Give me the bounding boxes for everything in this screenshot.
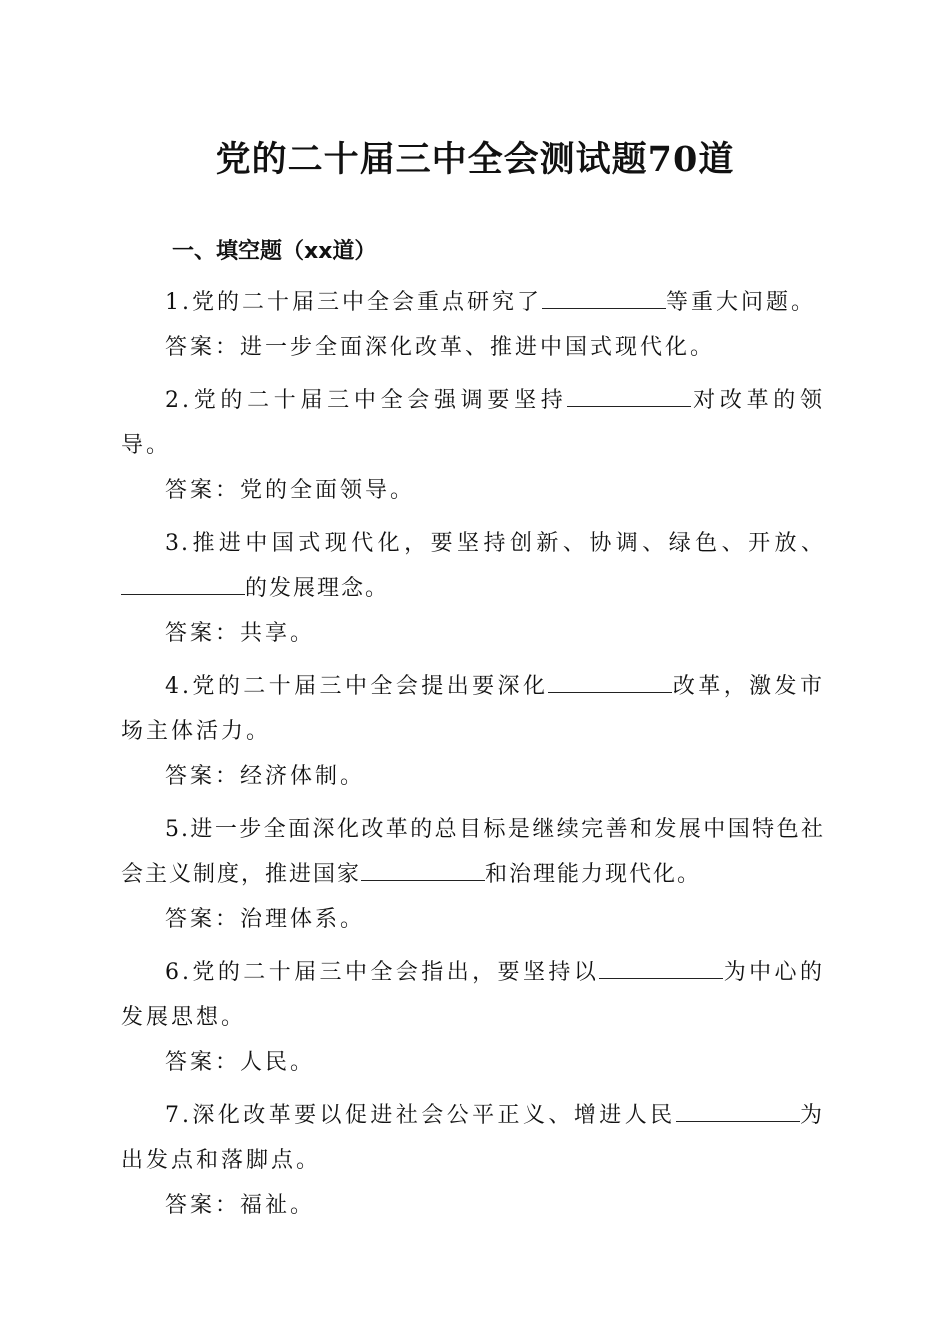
answer-text: 答案：共享。 bbox=[165, 621, 316, 646]
answer-text: 答案：治理体系。 bbox=[165, 907, 366, 932]
question-prefix: 7.深化改革要以促进社会公平正义、增进人民 bbox=[165, 1103, 676, 1128]
section-heading: 一、填空题（xx道） bbox=[172, 239, 377, 264]
question-text bbox=[121, 378, 825, 468]
answer-text: 答案：党的全面领导。 bbox=[165, 478, 416, 503]
answer-blank bbox=[676, 1103, 800, 1122]
answer-blank bbox=[599, 960, 723, 979]
question-text bbox=[121, 950, 825, 1040]
question-item bbox=[121, 378, 825, 513]
question-suffix: 为中心的发展思想。 bbox=[121, 960, 825, 1030]
answer-blank bbox=[567, 388, 691, 407]
answer-blank bbox=[548, 674, 672, 693]
question-suffix: 改革，激发市场主体活力。 bbox=[121, 674, 825, 744]
question-text bbox=[121, 280, 825, 325]
question-suffix: 的发展理念。 bbox=[245, 576, 390, 601]
question-text bbox=[121, 521, 825, 611]
question-suffix: 对改革的领导。 bbox=[121, 388, 825, 458]
answer-text: 答案：人民。 bbox=[165, 1050, 316, 1075]
question-list bbox=[121, 280, 825, 1236]
question-text bbox=[121, 807, 825, 897]
answer-text: 答案：福祉。 bbox=[165, 1193, 316, 1218]
question-item bbox=[121, 664, 825, 799]
answer-blank bbox=[361, 862, 485, 881]
question-prefix: 5.进一步全面深化改革的总目标是继续完善和发展中国特色社会主义制度，推进国家 bbox=[121, 817, 825, 887]
question-suffix: 等重大问题。 bbox=[666, 290, 817, 315]
answer-blank bbox=[121, 576, 245, 595]
question-prefix: 4.党的二十届三中全会提出要深化 bbox=[165, 674, 549, 699]
document-title: 党的二十届三中全会测试题70道 bbox=[215, 139, 735, 180]
question-prefix: 1.党的二十届三中全会重点研究了 bbox=[165, 290, 542, 315]
question-prefix: 3.推进中国式现代化，要坚持创新、协调、绿色、开放、 bbox=[165, 531, 825, 556]
question-suffix: 和治理能力现代化。 bbox=[485, 862, 702, 887]
question-item bbox=[121, 950, 825, 1085]
question-item bbox=[121, 280, 825, 370]
question-prefix: 6.党的二十届三中全会指出，要坚持以 bbox=[165, 960, 600, 985]
answer-text: 答案：经济体制。 bbox=[165, 764, 366, 789]
question-text bbox=[121, 664, 825, 754]
question-text bbox=[121, 1093, 825, 1183]
answer-text: 答案：进一步全面深化改革、推进中国式现代化。 bbox=[165, 335, 716, 360]
question-item bbox=[121, 807, 825, 942]
question-suffix: 为出发点和落脚点。 bbox=[121, 1103, 825, 1173]
question-prefix: 2.党的二十届三中全会强调要坚持 bbox=[165, 388, 568, 413]
question-item bbox=[121, 1093, 825, 1228]
question-item bbox=[121, 521, 825, 656]
answer-blank bbox=[542, 290, 666, 309]
